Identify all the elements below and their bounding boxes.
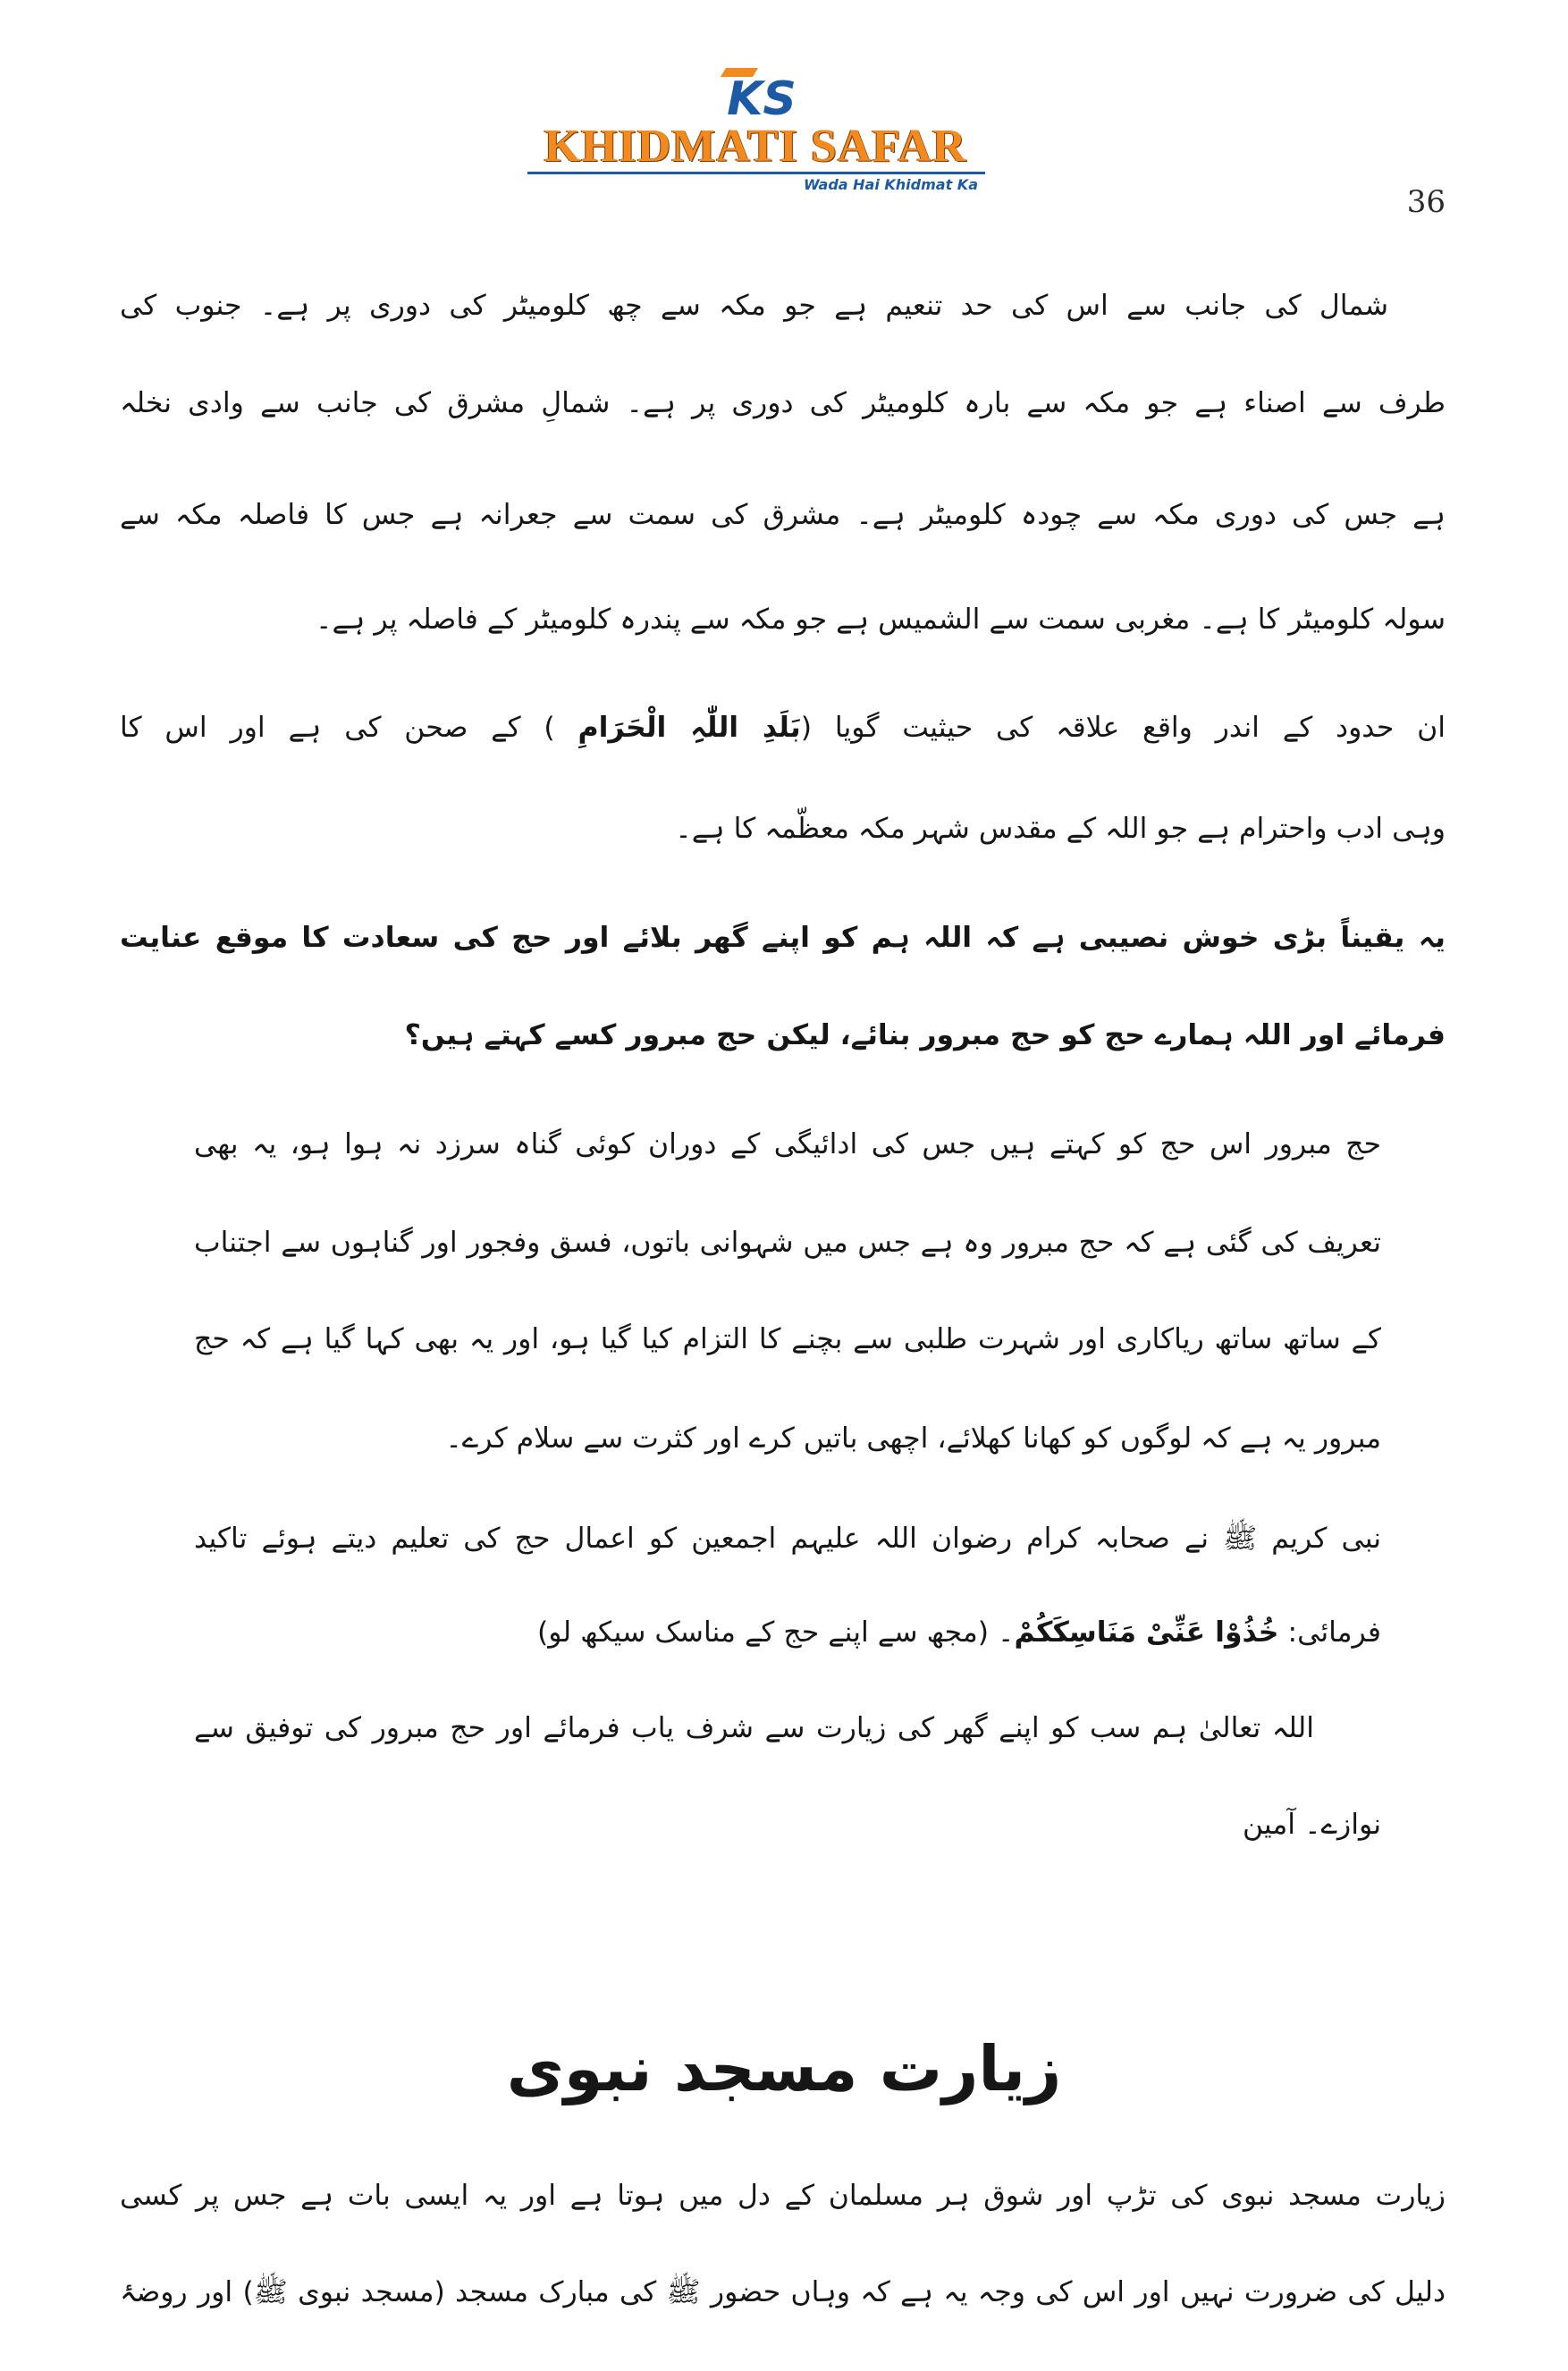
paragraph-line: طرف سے اصناء ہے جو مکہ سے بارہ کلومیٹر کی دوری پر ہے۔ شمالِ مشرق کی جانب سے وادی نخلہ [120, 387, 1446, 419]
arabic-phrase: بَلَدِ اللّٰہِ الْحَرَامِ [577, 712, 801, 744]
paragraph-line [120, 692, 1446, 764]
line-text: فرمائی: [1278, 1616, 1381, 1649]
paragraph-line: حج مبرور اس حج کو کہتے ہیں جس کی ادائیگی کے دوران کوئی گناہ سرزد نہ ہوا ہو، یہ بھی [194, 1128, 1381, 1160]
paragraph-line: کے ساتھ ساتھ ریاکاری اور شہرت طلبی سے بچنے کا التزام کیا گیا ہو، اور یہ بھی کہا گیا ہے کہ حج [194, 1323, 1381, 1355]
paragraph-line: مبرور یہ ہے کہ لوگوں کو کھانا کھلائے، اچھی باتیں کرے اور کثرت سے سلام کرے۔ [445, 1422, 1381, 1455]
brand-logo-mark [713, 63, 806, 120]
paragraph-line: فرمائے اور اللہ ہمارے حج کو حج مبرور بنائے، لیکن حج مبرور کسے کہتے ہیں؟ [404, 1019, 1446, 1051]
paragraph-line: یہ یقیناً بڑی خوش نصیبی ہے کہ اللہ ہم کو اپنے گھر بلائے اور حج کی سعادت کا موقع عنایت [120, 922, 1446, 954]
line-text: ۔ (مجھ سے اپنے حج کے مناسک سیکھ لو) [536, 1616, 1015, 1649]
brand-name: KHIDMATI SAFAR [544, 121, 967, 172]
paragraph-line: نوازے۔ آمین [1242, 1809, 1381, 1841]
paragraph-line: ہے جس کی دوری مکہ سے چودہ کلومیٹر ہے۔ مشرق کی سمت سے جعرانہ ہے جس کا فاصلہ مکہ سے [120, 499, 1446, 531]
paragraph-line: سولہ کلومیٹر کا ہے۔ مغربی سمت سے الشمیس ہے جو مکہ سے پندرہ کلومیٹر کے فاصلہ پر ہے۔ [316, 603, 1446, 636]
arabic-phrase: خُذُوْا عَنِّیْ مَنَاسِکَکُمْ [1014, 1616, 1279, 1649]
page-number: 36 [1406, 184, 1446, 220]
line-text: ) کے صحن کی ہے اور اس کا [120, 712, 578, 744]
section-heading: زیارت مسجد نبوی [506, 2032, 1062, 2105]
logo-mark-letters: KS [727, 72, 797, 120]
line-text: ان حدود کے اندر واقع علاقہ کی حیثیت گویا ( [800, 712, 1446, 744]
paragraph-line: دلیل کی ضرورت نہیں اور اس کی وجہ یہ ہے کہ وہاں حضور ﷺ کی مبارک مسجد (مسجد نبوی ﷺ) اور روضۂ [120, 2276, 1446, 2308]
paragraph-line: اللہ تعالیٰ ہم سب کو اپنے گھر کی زیارت سے شرف یاب فرمائے اور حج مبرور کی توفیق سے [194, 1712, 1314, 1744]
paragraph-line: شمال کی جانب سے اس کی حد تنعیم ہے جو مکہ سے چھ کلومیٹر کی دوری پر ہے۔ جنوب کی [120, 290, 1388, 322]
paragraph-line: وہی ادب واحترام ہے جو اللہ کے مقدس شہر مکہ معظّمہ کا ہے۔ [675, 813, 1446, 845]
paragraph-line [194, 1597, 1381, 1668]
brand-underline [527, 172, 985, 174]
paragraph-line: نبی کریم ﷺ نے صحابہ کرام رضوان اللہ علیہم اجمعین کو اعمال حج کی تعلیم دیتے ہوئے تاکید [194, 1523, 1381, 1555]
paragraph-line: تعریف کی گئی ہے کہ حج مبرور وہ ہے جس میں شہوانی باتوں، فسق وفجور اور گناہوں سے اجتناب [194, 1227, 1381, 1259]
paragraph-line: زیارت مسجد نبوی کی تڑپ اور شوق ہر مسلمان کے دل میں ہوتا ہے اور یہ ایسی بات ہے جس پر کسی [120, 2180, 1446, 2212]
brand-tagline: Wada Hai Khidmat Ka [803, 176, 978, 193]
